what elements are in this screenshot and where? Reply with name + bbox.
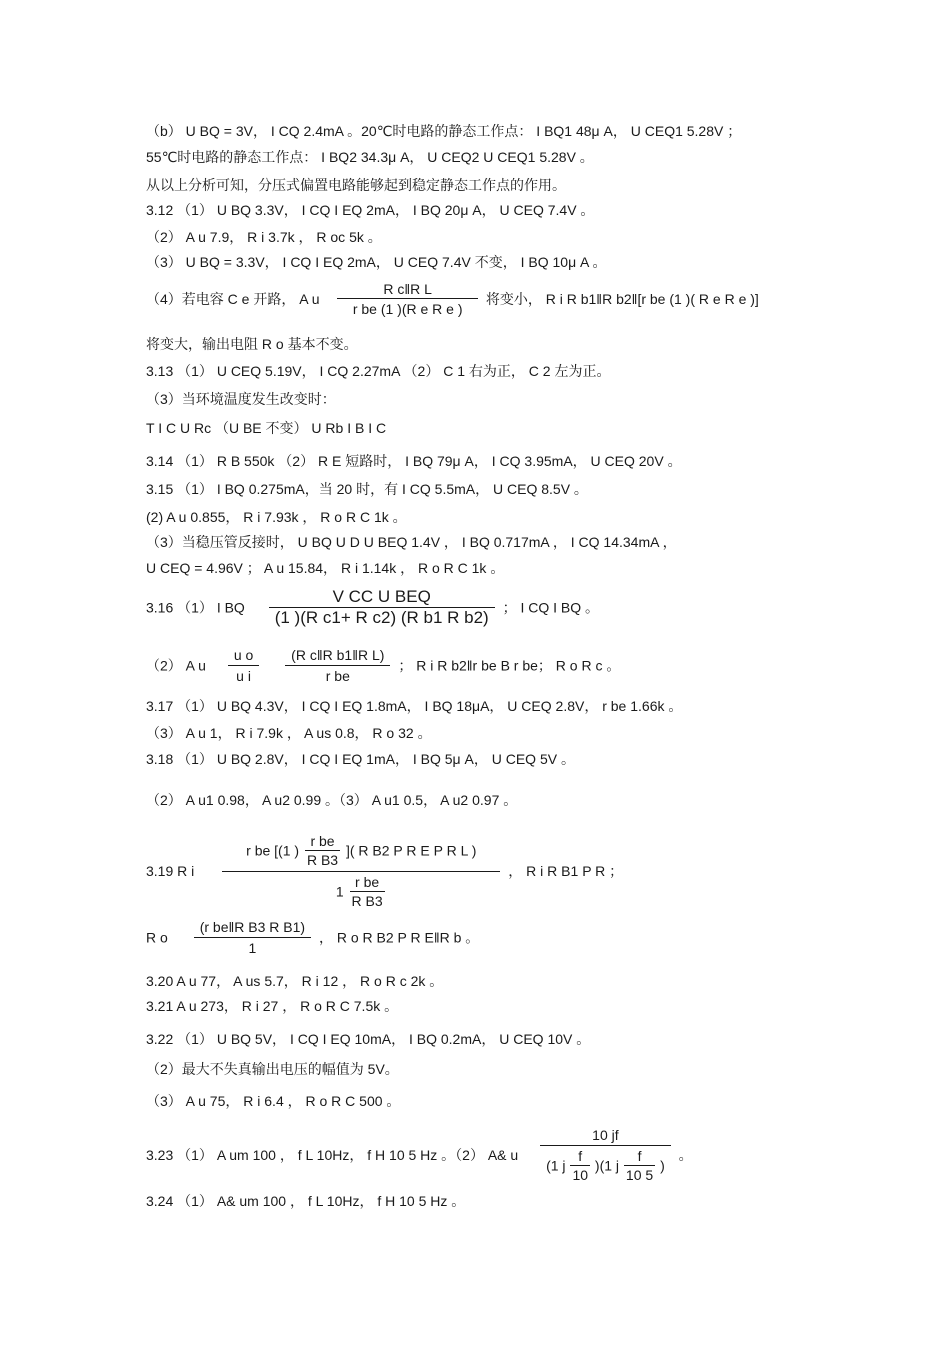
text-content: 3.24 （1） A& um 100 ， f L 10Hz， f H 10 5 Hz 。 — [146, 1193, 466, 1209]
text-content: )(1 j — [594, 1157, 620, 1174]
fraction-denominator — [222, 872, 500, 910]
text-line — [146, 362, 610, 380]
text-content: （2） A u1 0.98， A u2 0.99 。（3） A u1 0.5， A u2 0.97 。 — [146, 792, 518, 808]
text-content: 3.18 （1） U BQ 2.8V， I CQ I EQ 1mA， I BQ 5μ A， U CEQ 5V 。 — [146, 751, 575, 767]
fraction-numerator: u o — [228, 646, 259, 666]
fraction — [285, 646, 390, 685]
fraction-denominator: R B3 — [306, 852, 339, 868]
fraction-denominator: R B3 — [351, 893, 383, 909]
text-content: 。 — [678, 1147, 693, 1163]
text-content: 3.21 A u 273， R i 27 ， R o R C 7.5k 。 — [146, 998, 399, 1014]
text-content: （3）当稳压管反接时， U BQ U D U BEQ 1.4V ， I BQ 0.717mA ， I CQ 14.34mA ， — [146, 534, 677, 550]
fraction-denominator: 1 — [248, 940, 257, 956]
fraction-numerator: f — [570, 1147, 590, 1166]
text-content: ) — [660, 1157, 665, 1174]
fraction — [624, 1147, 655, 1184]
fraction-numerator: (r be‖R B3 R B1) — [194, 918, 311, 938]
text-content: ]( R B2 P R E P R L ) — [345, 842, 477, 859]
fraction-denominator: u i — [236, 668, 251, 684]
formula-line — [146, 832, 623, 910]
fraction — [222, 832, 500, 910]
text-content: 3.20 A u 77， A us 5.7， R i 12 ， R o R c 2k 。 — [146, 973, 444, 989]
text-line — [146, 791, 517, 809]
text-line — [146, 452, 682, 470]
fraction — [194, 918, 311, 957]
text-content: R o — [146, 929, 168, 946]
fraction-denominator: (1 )(R c1+ R c2) (R b1 R b2) — [274, 608, 489, 627]
text-content: （4）若电容 C e 开路， A u — [146, 291, 320, 307]
text-content: （b） U BQ = 3V， I CQ 2.4mA 。20℃时电路的静态工作点： I BQ1 48μ A， U CEQ1 5.28V ； — [146, 123, 742, 139]
text-content: 3.16 （1） I BQ — [146, 599, 245, 616]
fraction — [228, 646, 259, 685]
text-line — [146, 559, 504, 577]
text-content: 3.15 （1） I BQ 0.275mA，当 20 时，有 I CQ 5.5mA， U CEQ 8.5V 。 — [146, 481, 588, 497]
text-line — [146, 750, 575, 768]
text-content: 3.14 （1） R B 550k （2） R E 短路时， I BQ 79μ A， I CQ 3.95mA， U CEQ 20V 。 — [146, 453, 682, 469]
text-line — [146, 201, 594, 219]
formula-line — [146, 280, 759, 318]
text-content: （3） U BQ = 3.3V， I CQ I EQ 2mA， U CEQ 7.4V 不变， I BQ 10μ A 。 — [146, 254, 607, 270]
fraction-denominator: r be (1 )(R e R e ) — [352, 301, 463, 317]
fraction — [540, 1126, 671, 1184]
text-line — [146, 480, 588, 498]
text-content: T I C U Rc （U BE 不变） U Rb I B I C — [146, 420, 387, 436]
fraction-denominator: 10 5 — [625, 1167, 654, 1183]
fraction-numerator: r be — [350, 873, 385, 892]
fraction — [570, 1147, 590, 1184]
formula-line — [146, 1126, 693, 1184]
fraction-numerator: V CC U BEQ — [269, 588, 495, 608]
text-line — [146, 508, 407, 526]
text-content: 3.19 R i — [146, 863, 195, 879]
text-line — [146, 419, 386, 437]
text-content: 1 — [335, 883, 344, 900]
text-content: （2） A u 7.9， R i 3.7k ， R oc 5k 。 — [146, 229, 382, 245]
text-content: (1 j — [546, 1157, 566, 1174]
fraction-numerator: R c‖R L — [337, 280, 478, 299]
fraction — [337, 280, 478, 318]
text-line — [146, 1192, 465, 1210]
text-content: ， R o R B2 P R E‖R b 。 — [318, 929, 480, 946]
text-content: ； R i R b2‖r be B r be； R o R c 。 — [398, 657, 621, 674]
text-content: （3） A u 1， R i 7.9k ， A us 0.8， R o 32 。 — [146, 725, 432, 741]
text-content: U CEQ = 4.96V ； A u 15.84， R i 1.14k ， R o R C 1k 。 — [146, 560, 505, 576]
text-line — [146, 176, 566, 194]
text-content: 55℃时电路的静态工作点： I BQ2 34.3μ A， U CEQ2 U CEQ1 5.28V 。 — [146, 149, 594, 165]
text-line — [146, 997, 398, 1015]
text-content: r be [(1 ) — [246, 842, 300, 859]
text-line — [146, 697, 682, 715]
text-line — [146, 1060, 399, 1078]
text-line — [146, 533, 677, 551]
fraction-numerator: 10 jf — [540, 1126, 671, 1146]
text-content: 将变大，输出电阻 R o 基本不变。 — [146, 336, 358, 352]
text-line — [146, 390, 336, 408]
text-content: （2）最大不失真输出电压的幅值为 5V。 — [146, 1061, 399, 1077]
text-content: （3）当环境温度发生改变时： — [146, 391, 336, 407]
text-line — [146, 122, 741, 140]
text-line — [146, 148, 594, 166]
fraction-denominator: r be — [325, 668, 350, 684]
fraction-numerator: f — [624, 1147, 655, 1166]
text-line — [146, 335, 358, 353]
text-content: (2) A u 0.855， R i 7.93k ， R o R C 1k 。 — [146, 509, 407, 525]
fraction-denominator: 10 — [572, 1167, 589, 1183]
text-content: ； I CQ I BQ 。 — [502, 599, 600, 616]
text-content: 3.22 （1） U BQ 5V， I CQ I EQ 10mA， I BQ 0.2mA， U CEQ 10V 。 — [146, 1031, 591, 1047]
fraction — [350, 873, 385, 910]
text-content: 从以上分析可知，分压式偏置电路能够起到稳定静态工作点的作用。 — [146, 177, 566, 193]
text-content: 3.13 （1） U CEQ 5.19V， I CQ 2.27mA （2） C 1 右为正， C 2 左为正。 — [146, 363, 611, 379]
formula-line — [146, 646, 620, 685]
text-line — [146, 1030, 590, 1048]
fraction-denominator — [540, 1146, 671, 1184]
fraction-numerator: (R c‖R b1‖R L) — [285, 646, 390, 666]
text-line — [146, 972, 443, 990]
text-content: 3.17 （1） U BQ 4.3V， I CQ I EQ 1.8mA， I BQ 18μA， U CEQ 2.8V， r be 1.66k 。 — [146, 698, 683, 714]
text-line — [146, 1092, 400, 1110]
text-content: 3.12 （1） U BQ 3.3V， I CQ I EQ 2mA， I BQ 20μ A， U CEQ 7.4V 。 — [146, 202, 595, 218]
text-line — [146, 253, 606, 271]
formula-line — [146, 918, 479, 957]
text-content: ， R i R B1 P R ； — [508, 863, 624, 879]
text-line — [146, 724, 432, 742]
fraction-numerator: r be — [305, 832, 340, 851]
text-line — [146, 228, 382, 246]
text-content: 3.23 （1） A um 100 ， f L 10Hz， f H 10 5 Hz 。（2） A& u — [146, 1147, 519, 1163]
fraction-numerator — [222, 832, 500, 872]
text-content: （3） A u 75， R i 6.4 ， R o R C 500 。 — [146, 1093, 401, 1109]
fraction — [269, 588, 495, 627]
text-content: 将变小， R i R b1‖R b2‖[r be (1 )( R e R e )] — [485, 291, 759, 307]
formula-line — [146, 588, 599, 627]
fraction — [305, 832, 340, 869]
text-content: （2） A u — [146, 657, 206, 674]
